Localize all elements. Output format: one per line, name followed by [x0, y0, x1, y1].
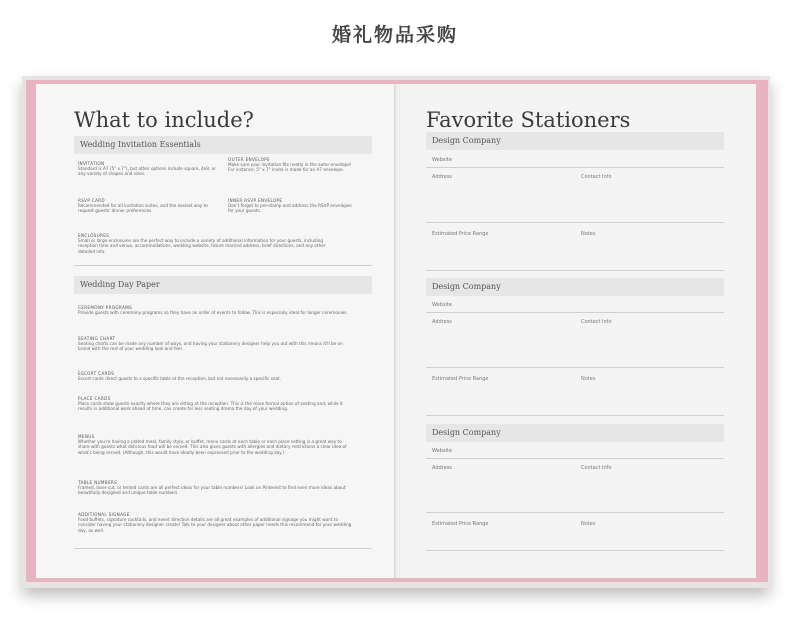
price-range-label: Estimated Price Range	[432, 521, 489, 527]
contact-info-label: Contact Info	[581, 319, 612, 325]
price-range-label: Estimated Price Range	[432, 231, 489, 237]
entry-inner-rsvp-envelope: INNER RSVP ENVELOPE Don't forget to pre-stamp and address the RSVP envelopes for your guests.	[228, 198, 352, 214]
entry-seating-chart: SEATING CHART Seating charts can be made any number of ways, and having your stationery designer help you out with this means it'll be on brand with the rest of your wedding look and feel.	[78, 336, 343, 352]
entry-outer-envelope: OUTER ENVELOPE Make sure your invitation fits neatly in the outer envelope! For instance, 5" x 7" invite is made for an A7 envelope.	[228, 157, 352, 173]
field-rule	[426, 512, 724, 513]
company-header: Design Company	[426, 132, 724, 150]
entry-additional-signage: ADDITIONAL SIGNAGE Food buffets, signature cocktails, and event direction details are all great examples of additional signage you might want to consider having your stationery designer create! Talk to your designer about other paper needs this recommend for your wedding day, as well.	[78, 512, 352, 533]
field-rule	[426, 312, 724, 313]
entry-place-cards: PLACE CARDS Place cards show guests exactly where they are sitting at the reception. This is the more formal option of seating and, while it results in additional work ahead of time, can create for less seating drama the day of your wedding.	[78, 396, 343, 412]
address-label: Address	[432, 319, 452, 325]
field-rule	[426, 167, 724, 168]
notes-label: Notes	[581, 231, 596, 237]
section-header-wedding-day-paper: Wedding Day Paper	[74, 276, 372, 294]
notes-label: Notes	[581, 521, 596, 527]
website-label: Website	[432, 448, 452, 454]
contact-info-label: Contact Info	[581, 465, 612, 471]
address-label: Address	[432, 174, 452, 180]
company-header: Design Company	[426, 278, 724, 296]
entry-escort-cards: ESCORT CARDS Escort cards direct guests to a specific table at the reception, but not necessarily a specific seat.	[78, 371, 282, 382]
entry-table-numbers: TABLE NUMBERS Framed, laser-cut, or tented cards are all perfect ideas for your table numbers! Look on Pinterest to find even more ideas about beautifully designed and unique table numbers.	[78, 480, 346, 496]
field-rule	[426, 270, 724, 271]
field-rule	[426, 367, 724, 368]
company-header: Design Company	[426, 424, 724, 442]
section-divider	[74, 265, 372, 266]
price-range-label: Estimated Price Range	[432, 376, 489, 382]
field-rule	[426, 222, 724, 223]
right-page	[400, 84, 756, 578]
entry-menus: MENUS Whether you're having a plated meal, family style, or buffet, menu cards at each table or each place setting is a great way to share with guests what delicious food will be served. This also gives guests with allergies and dietary restrictions a clear idea of what's being served. (Although, this would have ideally been expressed prior to the wedding day.)	[78, 434, 347, 455]
contact-info-label: Contact Info	[581, 174, 612, 180]
field-rule	[426, 458, 724, 459]
section-header-invitation: Wedding Invitation Essentials	[74, 136, 372, 154]
section-divider	[74, 548, 372, 549]
field-rule	[426, 550, 724, 551]
website-label: Website	[432, 157, 452, 163]
website-label: Website	[432, 302, 452, 308]
right-page-title: Favorite Stationers	[426, 108, 631, 132]
page-header-title: 婚礼物品采购	[331, 24, 458, 46]
entry-invitation: INVITATION Standard is A7 (5" x 7"), but other options include square, 4x9, or any variety of shapes and sizes.	[78, 161, 216, 177]
field-rule	[426, 415, 724, 416]
entry-rsvp-card: RSVP CARD Recommended for all invitation suites, and the easiest way to request guests' dinner preferences.	[78, 198, 208, 214]
entry-ceremony-programs: CEREMONY PROGRAMS Provide guests with ceremony programs so they have an order of events to follow. This is especially ideal for longer ceremonies.	[78, 305, 348, 316]
left-page	[36, 84, 396, 578]
left-page-title: What to include?	[74, 108, 254, 132]
entry-enclosures: ENCLOSURES Small or large enclosures are the perfect way to include a variety of additional information for your guests, including reception time and venue, accommodations, wedding website, future married address, brief directions, and any other detailed info.	[78, 233, 326, 254]
address-label: Address	[432, 465, 452, 471]
notes-label: Notes	[581, 376, 596, 382]
